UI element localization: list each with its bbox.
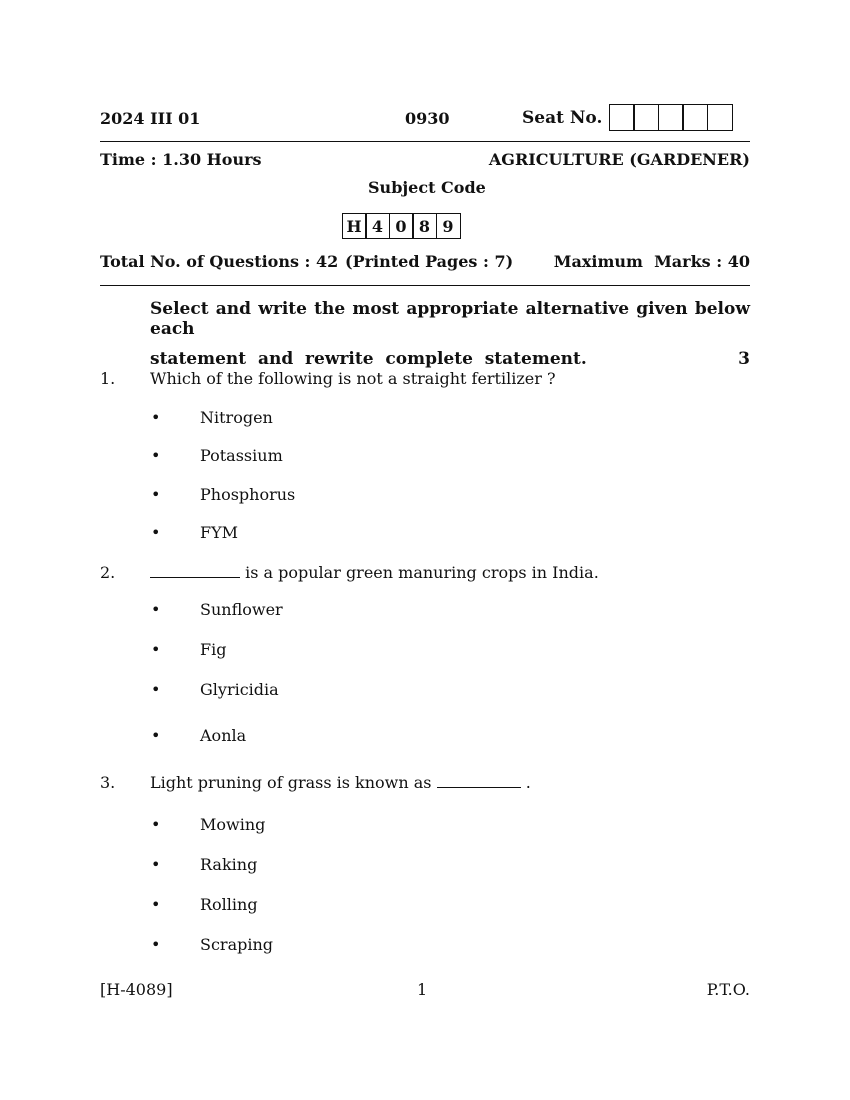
seat-box xyxy=(707,104,733,131)
instruction-line-1: Select and write the most appropriate alternative given below each xyxy=(150,299,750,339)
time-allowed: Time : 1.30 Hours xyxy=(100,150,262,169)
instruction-marks: 3 xyxy=(738,349,750,369)
option-label: Raking xyxy=(200,855,258,874)
bullet-icon: • xyxy=(151,485,161,504)
paper-code: 0930 xyxy=(405,109,450,128)
year-code: 2024 III 01 xyxy=(100,109,201,128)
bullet-icon: • xyxy=(151,726,161,745)
subject-code-boxes xyxy=(343,213,461,239)
option-label: Nitrogen xyxy=(200,408,273,427)
subject-code-char: H xyxy=(342,213,367,239)
seat-box xyxy=(633,104,659,131)
footer-paper-id: [H-4089] xyxy=(100,980,173,999)
option-label: Sunflower xyxy=(200,600,283,619)
subject-code-label: Subject Code xyxy=(368,178,486,197)
bullet-icon: • xyxy=(151,680,161,699)
bullet-icon: • xyxy=(151,600,161,619)
instructions xyxy=(150,299,750,369)
question-text: Which of the following is not a straight fertilizer ? xyxy=(150,369,556,388)
option-label: Rolling xyxy=(200,895,258,914)
header-rule-bottom xyxy=(100,285,750,286)
answer-blank xyxy=(437,786,521,788)
bullet-icon: • xyxy=(151,815,161,834)
option-label: FYM xyxy=(200,523,239,542)
bullet-icon: • xyxy=(151,935,161,954)
option-label: Potassium xyxy=(200,446,283,465)
question-number: 1. xyxy=(100,369,116,388)
seat-box xyxy=(682,104,708,131)
subject-title: AGRICULTURE (GARDENER) xyxy=(488,150,750,169)
instruction-line-2-row xyxy=(150,349,750,369)
question-text: is a popular green manuring crops in India. xyxy=(150,563,599,582)
option-label: Scraping xyxy=(200,935,274,954)
question-number: 2. xyxy=(100,563,116,582)
seat-number-boxes xyxy=(610,104,733,131)
bullet-icon: • xyxy=(151,640,161,659)
bullet-icon: • xyxy=(151,523,161,542)
subject-code-char: 4 xyxy=(365,213,390,239)
option-label: Fig xyxy=(200,640,227,659)
seat-label: Seat No. xyxy=(522,108,603,128)
option-label: Glyricidia xyxy=(200,680,279,699)
subject-code-char: 0 xyxy=(389,213,414,239)
subject-code-char: 8 xyxy=(412,213,437,239)
total-questions: Total No. of Questions : 42 xyxy=(100,252,339,271)
bullet-icon: • xyxy=(151,895,161,914)
question-number: 3. xyxy=(100,773,116,792)
bullet-icon: • xyxy=(151,408,161,427)
option-label: Mowing xyxy=(200,815,266,834)
footer-page-number: 1 xyxy=(417,980,428,999)
seat-box xyxy=(658,104,684,131)
option-label: Aonla xyxy=(200,726,247,745)
answer-blank xyxy=(150,576,240,578)
option-label: Phosphorus xyxy=(200,485,296,504)
seat-box xyxy=(609,104,635,131)
bullet-icon: • xyxy=(151,446,161,465)
subject-code-char: 9 xyxy=(436,213,461,239)
maximum-marks: Maximum Marks : 40 xyxy=(553,252,750,271)
instruction-line-2: statement and rewrite complete statement. xyxy=(150,349,587,369)
header-rule-top xyxy=(100,141,750,142)
question-text: Light pruning of grass is known as . xyxy=(150,773,531,792)
bullet-icon: • xyxy=(151,855,161,874)
footer-pto: P.T.O. xyxy=(706,980,750,999)
printed-pages: (Printed Pages : 7) xyxy=(345,252,514,271)
